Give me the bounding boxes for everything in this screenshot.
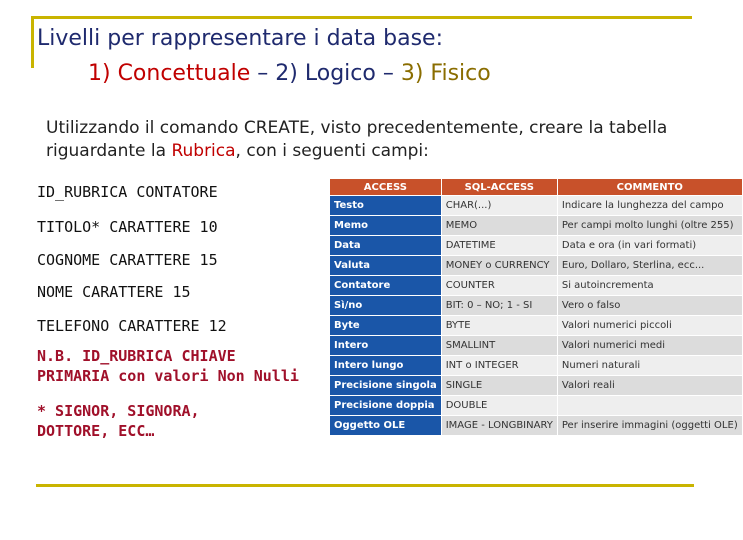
access-type-cell: Byte xyxy=(330,316,442,336)
sql-type-cell: SMALLINT xyxy=(441,336,557,356)
sql-type-cell: SINGLE xyxy=(441,376,557,396)
sql-type-cell: CHAR(...) xyxy=(441,196,557,216)
access-type-cell: Precisione singola xyxy=(330,376,442,396)
comment-cell: Indicare la lunghezza del campo xyxy=(557,196,742,216)
slide-title-line1: Livelli per rappresentare i data base: xyxy=(37,26,443,51)
frame-left-line xyxy=(31,16,34,68)
table-row xyxy=(330,276,743,296)
frame-top-line xyxy=(31,16,692,19)
comment-cell: Valori numerici medi xyxy=(557,336,742,356)
comment-cell: Valori reali xyxy=(557,376,742,396)
intro-paragraph xyxy=(46,117,686,163)
access-type-cell: Testo xyxy=(330,196,442,216)
primary-key-note-line2: PRIMARIA con valori Non Nulli xyxy=(37,367,299,385)
table-row xyxy=(330,296,743,316)
sql-type-cell: DOUBLE xyxy=(441,396,557,416)
title-separator: – xyxy=(375,61,401,86)
access-type-cell: Intero xyxy=(330,336,442,356)
access-type-cell: Data xyxy=(330,236,442,256)
datatype-table xyxy=(329,178,743,436)
table-row xyxy=(330,396,743,416)
comment-cell: Per campi molto lunghi (oltre 255) xyxy=(557,216,742,236)
table-row xyxy=(330,376,743,396)
access-type-cell: Valuta xyxy=(330,256,442,276)
intro-highlight-rubrica: Rubrica xyxy=(171,141,236,161)
table-header-row xyxy=(330,179,743,196)
comment-cell: Numeri naturali xyxy=(557,356,742,376)
sql-type-cell: IMAGE - LONGBINARY xyxy=(441,416,557,436)
title-values-note xyxy=(37,401,200,441)
table-row xyxy=(330,416,743,436)
comment-cell: Si autoincrementa xyxy=(557,276,742,296)
sql-type-cell: DATETIME xyxy=(441,236,557,256)
slide-title-line2 xyxy=(88,61,491,86)
table-row xyxy=(330,216,743,236)
table-row xyxy=(330,196,743,216)
intro-text-end: , con i seguenti campi: xyxy=(235,141,429,161)
sql-type-cell: INT o INTEGER xyxy=(441,356,557,376)
comment-cell: Vero o falso xyxy=(557,296,742,316)
header-sql-access: SQL-ACCESS xyxy=(441,179,557,196)
access-type-cell: Intero lungo xyxy=(330,356,442,376)
primary-key-note xyxy=(37,346,299,386)
primary-key-note-line1: N.B. ID_RUBRICA CHIAVE xyxy=(37,347,236,365)
intro-text-start: Utilizzando il comando CREATE, visto precedentemente, creare la tabella riguardante la xyxy=(46,118,668,161)
level-physical: 3) Fisico xyxy=(400,61,491,86)
title-separator: – xyxy=(250,61,276,86)
table-row xyxy=(330,256,743,276)
sql-type-cell: BYTE xyxy=(441,316,557,336)
access-type-cell: Memo xyxy=(330,216,442,236)
comment-cell: Valori numerici piccoli xyxy=(557,316,742,336)
sql-type-cell: MONEY o CURRENCY xyxy=(441,256,557,276)
table-row xyxy=(330,356,743,376)
sql-type-cell: COUNTER xyxy=(441,276,557,296)
title-values-note-line1: * SIGNOR, SIGNORA, xyxy=(37,402,200,420)
access-type-cell: Contatore xyxy=(330,276,442,296)
sql-type-cell: BIT: 0 – NO; 1 - SI xyxy=(441,296,557,316)
header-access: ACCESS xyxy=(330,179,442,196)
field-id-rubrica: ID_RUBRICA CONTATORE xyxy=(37,183,218,201)
access-type-cell: Sì/no xyxy=(330,296,442,316)
level-conceptual: 1) Concettuale xyxy=(88,61,251,86)
comment-cell: Data e ora (in vari formati) xyxy=(557,236,742,256)
title-values-note-line2: DOTTORE, ECC… xyxy=(37,422,155,440)
field-nome: NOME CARATTERE 15 xyxy=(37,283,191,301)
field-telefono: TELEFONO CARATTERE 12 xyxy=(37,317,227,335)
frame-bottom-line xyxy=(36,484,694,487)
sql-type-cell: MEMO xyxy=(441,216,557,236)
access-type-cell: Oggetto OLE xyxy=(330,416,442,436)
table-row xyxy=(330,336,743,356)
comment-cell xyxy=(557,396,742,416)
comment-cell: Per inserire immagini (oggetti OLE) xyxy=(557,416,742,436)
field-cognome: COGNOME CARATTERE 15 xyxy=(37,251,218,269)
header-commento: COMMENTO xyxy=(557,179,742,196)
access-type-cell: Precisione doppia xyxy=(330,396,442,416)
table-row xyxy=(330,236,743,256)
table-row xyxy=(330,316,743,336)
comment-cell: Euro, Dollaro, Sterlina, ecc... xyxy=(557,256,742,276)
level-logical: 2) Logico xyxy=(275,61,376,86)
field-titolo: TITOLO* CARATTERE 10 xyxy=(37,218,218,236)
